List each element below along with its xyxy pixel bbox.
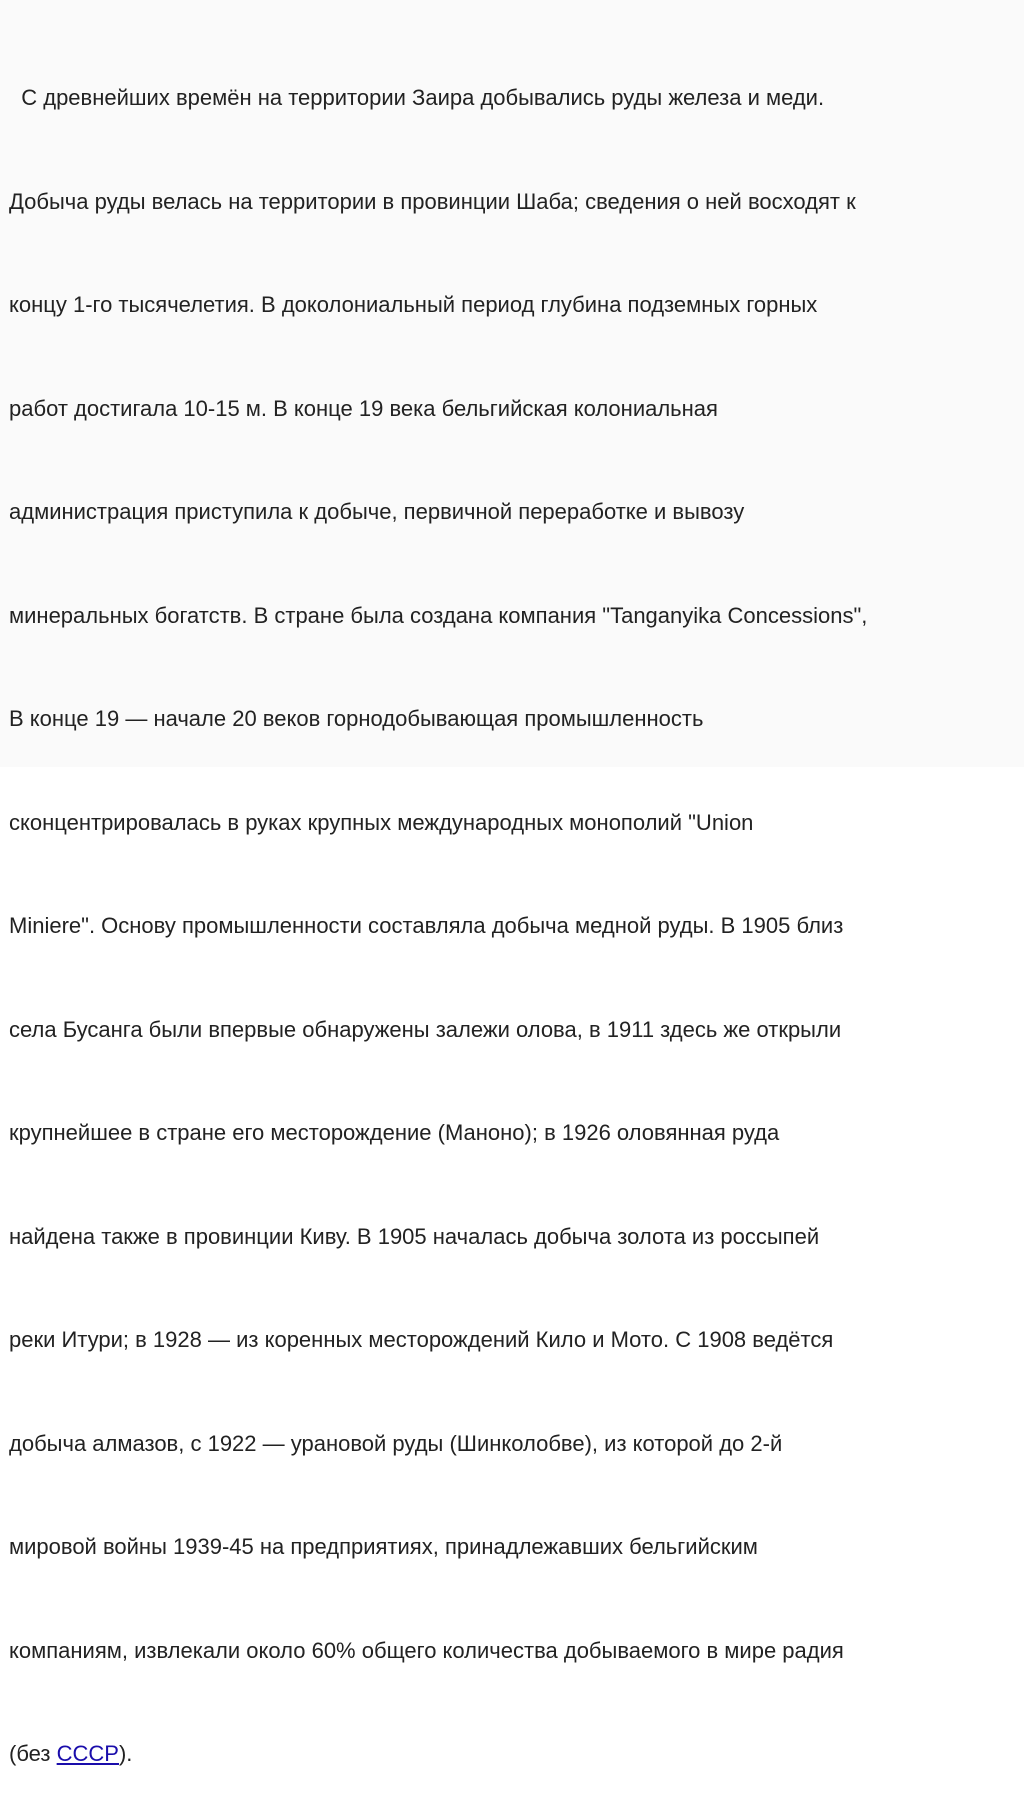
text-line: сконцентрировалась в руках крупных международных монополий "Union — [9, 809, 754, 835]
text-line-last — [9, 1737, 1017, 1772]
text-line: реки Итури; в 1928 — из коренных месторождений Кило и Мото. С 1908 ведётся — [9, 1327, 834, 1352]
text-line: Miniere". Основу промышленности составляла добыча медной руды. В 1905 близ — [9, 913, 844, 938]
last-line-prefix: (без — [9, 1741, 57, 1766]
text-line: найдена также в провинции Киву. В 1905 началась добыча золота из россыпей — [9, 1223, 820, 1249]
ussr-link[interactable]: СССР — [56, 1741, 119, 1766]
last-line-suffix: ). — [118, 1741, 133, 1766]
text-line: компаниям, извлекали около 60% общего количества добываемого в мире радия — [9, 1637, 844, 1663]
text-line: В конце 19 — начале 20 веков горнодобывающая промышленность — [9, 706, 704, 731]
text-line: Добыча руды велась на территории в провинции Шаба; сведения о ней восходят к — [9, 188, 856, 214]
text-line: С древнейших времён на территории Заира добывались руды железа и меди. — [9, 85, 825, 110]
text-line: концу 1-го тысячелетия. В доколониальный период глубина подземных горных — [9, 292, 818, 317]
text-line: добыча алмазов, с 1922 — урановой руды (Шинколобве), из которой до 2-й — [9, 1430, 783, 1456]
text-line: крупнейшее в стране его месторождение (Маноно); в 1926 оловянная руда — [9, 1120, 780, 1145]
text-line: села Бусанга были впервые обнаружены залежи олова, в 1911 здесь же открыли — [9, 1016, 842, 1042]
text-body — [9, 12, 1017, 1806]
text-line: администрация приступила к добыче, первичной переработке и вывозу — [9, 499, 745, 524]
text-line: минеральных богатств. В стране была создана компания "Tanganyika Concessions", — [9, 602, 868, 628]
text-line: мировой войны 1939-45 на предприятиях, принадлежавших бельгийским — [9, 1534, 758, 1559]
text-line: работ достигала 10-15 м. В конце 19 века бельгийская колониальная — [9, 395, 718, 421]
